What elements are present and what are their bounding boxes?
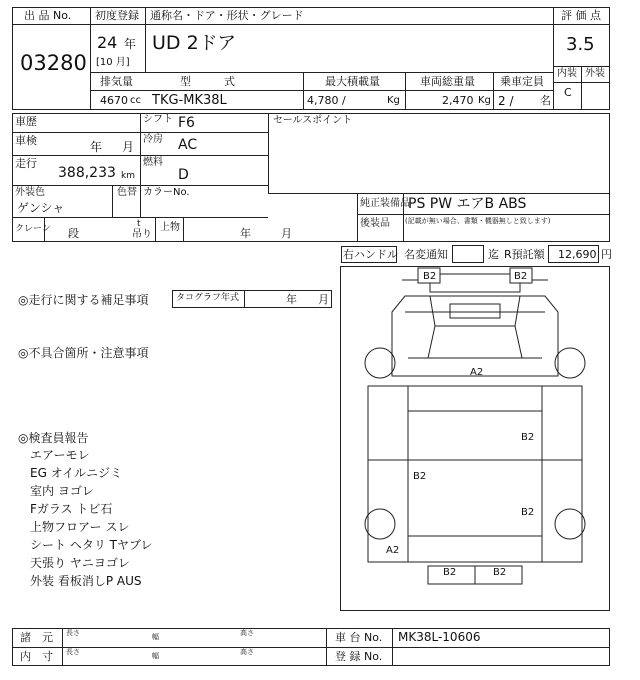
truck-diagram xyxy=(340,266,610,611)
crane-label: クレーン xyxy=(15,224,51,234)
width-label: 幅 xyxy=(152,633,159,641)
chassis-no: MK38L-10606 xyxy=(398,630,481,644)
aftermarket-label: 後装品 xyxy=(360,218,390,229)
shift-label: シフト xyxy=(143,114,173,125)
exterior-grade-label: 外装 xyxy=(585,68,605,79)
capacity: 2 / xyxy=(498,94,514,108)
model-code-label: 型 式 xyxy=(180,75,235,88)
steering: 右ハンドル xyxy=(343,248,398,261)
reg-label: 迄 xyxy=(488,248,499,261)
width-label-2: 幅 xyxy=(152,652,159,660)
crane-ton-unit: t xyxy=(137,219,141,229)
capacity-label: 乗車定員 xyxy=(500,75,544,88)
max-load-label: 最大積載量 xyxy=(325,75,380,88)
model-label: 通称名・ドア・形状・グレード xyxy=(150,9,304,22)
report-line: 室内 ヨゴレ xyxy=(30,484,94,498)
report-line: 天張り ヤニヨゴレ xyxy=(30,556,130,570)
supplement-title: ◎走行に関する補足事項 xyxy=(18,293,149,307)
gross-weight: 2,470 xyxy=(442,94,474,107)
dims-label: 諸 元 xyxy=(20,631,53,644)
report-line: エアーモレ xyxy=(30,448,90,462)
inspector-title: ◎検査員報告 xyxy=(18,431,89,445)
inspection-month-unit: 月 xyxy=(122,140,135,154)
reg-no-label: 登 録 No. xyxy=(335,650,383,663)
mark-right-side: B2 xyxy=(521,432,535,443)
mark-center-left: B2 xyxy=(413,471,427,482)
max-load-unit: Kg xyxy=(387,95,400,106)
ac-label: 冷房 xyxy=(143,134,163,145)
gross-weight-label: 車両総重量 xyxy=(420,75,475,88)
ext-color: ゲンシャ xyxy=(17,201,65,215)
chassis-label: 車 台 No. xyxy=(335,631,383,644)
name-change-label: 名変通知 xyxy=(404,248,448,261)
max-load: 4,780 / xyxy=(307,94,346,107)
tachograph-label: タコグラフ年式 xyxy=(176,293,240,303)
interior-grade-label: 内装 xyxy=(557,68,577,79)
mileage-value: 388,233 xyxy=(58,165,116,181)
length-label: 長さ xyxy=(66,629,80,637)
mark-lower-right: B2 xyxy=(521,507,535,518)
recycle-value: 12,690 xyxy=(558,248,597,261)
history-label: 車歴 xyxy=(15,115,37,128)
mileage-label: 走行 xyxy=(15,157,37,170)
lot-no-label: 出 品 No. xyxy=(24,9,72,22)
color-no-label: 色替 xyxy=(117,187,137,198)
displacement-unit: cc xyxy=(130,95,141,106)
first-reg-month: [10 月] xyxy=(96,57,130,68)
defects-title: ◎不具合箇所・注意事項 xyxy=(18,346,149,360)
fuel-label: 燃料 xyxy=(143,157,163,168)
first-reg-label: 初度登録 xyxy=(95,9,139,22)
height-label-2: 高さ xyxy=(240,648,254,656)
score: 3.5 xyxy=(566,34,595,55)
report-line: シート ヘタリ Tヤブレ xyxy=(30,538,153,552)
fuel-value: D xyxy=(178,167,189,183)
score-label: 評 価 点 xyxy=(561,9,601,22)
color-code-label: カラーNo. xyxy=(143,187,190,198)
mileage-unit: km xyxy=(121,171,135,181)
report-line: 上物フロアー スレ xyxy=(30,520,130,534)
tachograph-year-unit: 年 xyxy=(286,293,297,306)
recycle-unit: 円 xyxy=(601,248,612,261)
gross-weight-unit: Kg xyxy=(478,95,491,106)
model-code: TKG-MK38L xyxy=(152,93,227,108)
interior-dims-label: 内 寸 xyxy=(20,650,53,663)
length-label-2: 長さ xyxy=(66,648,80,656)
model-name: UD 2ドア xyxy=(152,32,237,54)
mark-top-right: B2 xyxy=(514,271,528,282)
lot-no: 03280 xyxy=(20,51,87,75)
first-reg-year: 24 xyxy=(97,33,118,52)
upper-label: 上物 xyxy=(160,222,180,233)
upper-month-unit: 月 xyxy=(281,227,292,240)
displacement-label: 排気量 xyxy=(100,75,133,88)
ext-color-label: 外装色 xyxy=(15,187,45,198)
aftermarket-note: (記載が無い場合、書類・機器無しと致します) xyxy=(405,217,551,225)
height-label: 高さ xyxy=(240,629,254,637)
displacement: 4670 xyxy=(100,94,128,107)
inspection-label: 車検 xyxy=(15,134,37,147)
mark-bottom-right: B2 xyxy=(493,567,507,578)
report-line: EG オイルニジミ xyxy=(30,466,123,480)
tachograph-month-unit: 月 xyxy=(318,293,329,306)
first-reg-year-unit: 年 xyxy=(124,37,137,51)
report-line: Fガラス トビ石 xyxy=(30,502,113,516)
upper-year-unit: 年 xyxy=(240,227,251,240)
report-line: 外装 看板消しP AUS xyxy=(30,574,142,588)
ac-value: AC xyxy=(178,137,198,153)
name-change-box xyxy=(452,245,484,263)
sales-point-label: セールスポイント xyxy=(273,115,353,126)
crane-hoist-unit: 吊り xyxy=(132,229,152,240)
recycle-label: R預託額 xyxy=(504,248,545,261)
mark-top-left: B2 xyxy=(423,271,437,282)
inspection-year-unit: 年 xyxy=(90,140,103,154)
equipment-value: PS PW エアB ABS xyxy=(408,196,527,212)
mark-lower-left: A2 xyxy=(386,545,400,556)
mark-cab-roof: A2 xyxy=(470,367,484,378)
crane-stage-unit: 段 xyxy=(68,227,79,240)
shift-value: F6 xyxy=(178,115,195,131)
equipment-label: 純正装備品 xyxy=(360,198,410,209)
mark-bottom-left: B2 xyxy=(443,567,457,578)
capacity-unit: 名 xyxy=(540,94,551,107)
interior-grade: C xyxy=(564,86,572,99)
